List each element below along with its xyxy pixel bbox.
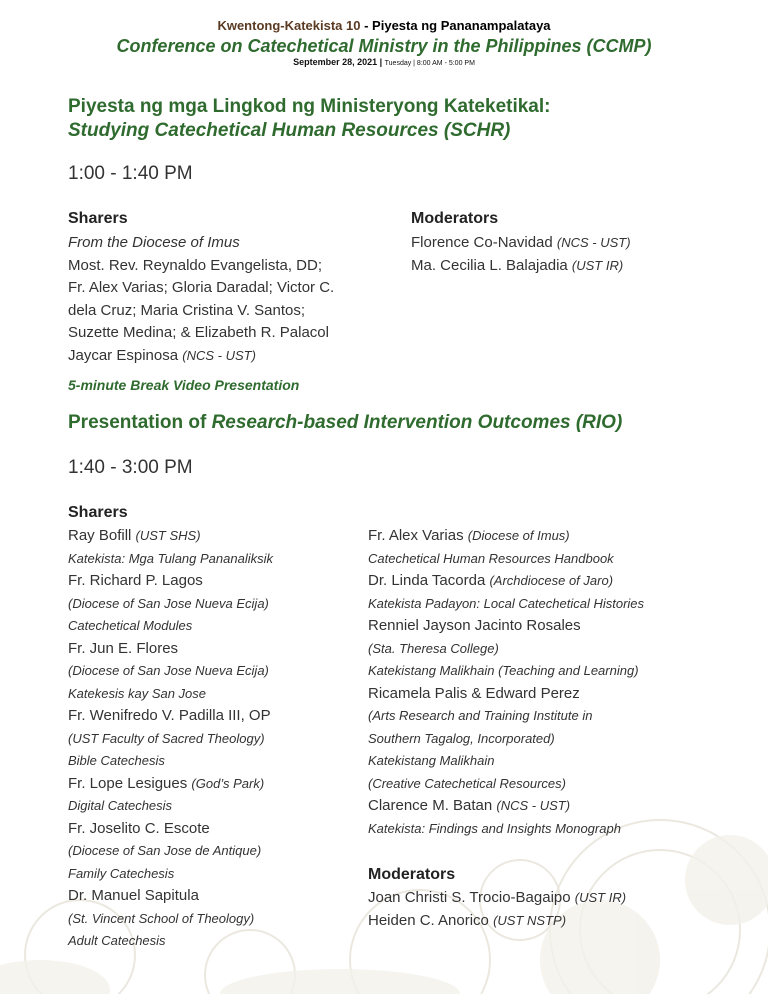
sharers-line: [68, 345, 334, 368]
moderator-item: [368, 887, 626, 910]
section1-sharers-list: [68, 232, 334, 367]
moderator-name: Florence Co-Navidad: [411, 234, 557, 251]
sharer-topic: (Creative Catechetical Resources): [368, 775, 566, 791]
sharer-name: Fr. Wenifredo V. Padilla III, OP: [68, 707, 271, 724]
date-line: [0, 57, 768, 67]
sharer-name: Fr. Alex Varias: [368, 527, 468, 544]
sharer-affiliation: (UST Faculty of Sacred Theology): [68, 730, 265, 746]
sharer-affiliation: (Sta. Theresa College): [368, 640, 499, 656]
sharer-affiliation: (Arts Research and Training Institute in: [368, 708, 593, 723]
event-time-detail: Tuesday | 8:00 AM - 5:00 PM: [384, 60, 475, 67]
section2-title-plain: Presentation of: [68, 412, 212, 433]
sharer-affiliation: (Archdiocese of Jaro): [489, 573, 614, 588]
section1-title-line1: Piyesta ng mga Lingkod ng Ministeryong Kateketikal:: [68, 96, 551, 117]
moderator-item: [411, 255, 631, 278]
sharer-item: [368, 795, 644, 818]
section1-moderators-list: [411, 232, 631, 277]
moderator-affiliation: (UST IR): [571, 257, 624, 273]
sharer-name: Dr. Manuel Sapitula: [68, 887, 199, 904]
sharer-item: [368, 570, 644, 593]
event-date: September 28, 2021 |: [293, 57, 385, 67]
section1-time: 1:00 - 1:40 PM: [68, 163, 193, 184]
sharer-topic: Digital Catechesis: [68, 798, 173, 813]
sharer-affiliation: (NCS - UST): [496, 798, 571, 813]
sharers-line: Suzette Medina; & Elizabeth R. Palacol: [68, 324, 329, 341]
sharer-name: Ray Bofill: [68, 527, 136, 544]
sharer-topic: Katekista: Findings and Insights Monograph: [368, 820, 621, 836]
event-title: [0, 18, 768, 33]
conference-title: Conference on Catechetical Ministry in the Philippines (CCMP): [116, 36, 652, 56]
sharer-name: Fr. Richard P. Lagos: [68, 572, 203, 589]
sharers-line: Most. Rev. Reynaldo Evangelista, DD;: [68, 256, 322, 274]
section1-sharers-label: Sharers: [68, 210, 128, 227]
sharer-name: Renniel Jayson Jacinto Rosales: [368, 617, 581, 634]
moderator-affiliation: (UST IR): [574, 890, 627, 905]
sharer-name: Fr. Lope Lesigues: [68, 774, 192, 792]
sharer-item: [68, 773, 273, 796]
sharer-affiliation: (Diocese of Imus): [467, 528, 570, 543]
moderator-item: [368, 910, 626, 933]
sharer-affiliation: (God’s Park): [191, 775, 265, 791]
sharer-item: [68, 525, 273, 548]
section2-title: [68, 411, 622, 435]
sharer-topic: Bible Catechesis: [68, 753, 165, 768]
section2-title-italic: Research-based Intervention Outcomes (RIO): [211, 412, 623, 433]
section2-moderators-list: [368, 887, 626, 932]
sharer-topic: Katekistang Malikhain: [368, 753, 495, 768]
sharers-line: Fr. Alex Varias; Gloria Daradal; Victor C.: [68, 279, 335, 296]
sharer-item: [368, 525, 644, 548]
section1-title: [68, 95, 550, 143]
moderator-affiliation: (UST NSTP): [493, 912, 567, 928]
sharer-name: Jaycar Espinosa: [68, 346, 183, 364]
sharers-diocese: From the Diocese of Imus: [68, 234, 240, 251]
sharer-affiliation: (Diocese of San Jose de Antique): [68, 843, 262, 858]
sharer-topic: Katekista Padayon: Local Catechetical Histories: [368, 595, 645, 611]
sharer-topic: Katekista: Mga Tulang Pananaliksik: [68, 550, 273, 566]
sharer-name: Fr. Joselito C. Escote: [68, 819, 210, 837]
moderator-affiliation: (NCS - UST): [556, 235, 631, 250]
sharer-topic: Katekesis kay San Jose: [68, 685, 207, 701]
section2-sharers-label: Sharers: [68, 504, 128, 521]
section2-sharers-right: [368, 525, 644, 840]
moderator-name: Heiden C. Anorico: [368, 911, 494, 929]
event-subtitle: - Piyesta ng Pananampalataya: [360, 18, 551, 33]
section2-sharers-left: [68, 525, 273, 953]
sharer-name: Ricamela Palis & Edward Perez: [368, 684, 580, 702]
section2-moderators-label: Moderators: [368, 866, 456, 883]
moderator-name: Joan Christi S. Trocio-Bagaipo: [368, 889, 575, 906]
sharer-affiliation: (NCS - UST): [182, 347, 256, 363]
section2-time: 1:40 - 3:00 PM: [68, 457, 193, 478]
moderator-name: Ma. Cecilia L. Balajadia: [411, 256, 572, 274]
sharer-affiliation: (St. Vincent School of Theology): [68, 910, 255, 926]
sharer-topic: Katekistang Malikhain (Teaching and Learning): [368, 663, 639, 678]
sharer-topic: Catechetical Human Resources Handbook: [368, 550, 614, 566]
sharers-line: dela Cruz; Maria Cristina V. Santos;: [68, 301, 306, 319]
moderator-item: [411, 232, 631, 255]
sharer-topic: Adult Catechesis: [68, 933, 166, 948]
sharer-name: Clarence M. Batan: [368, 797, 497, 814]
sharer-affiliation: Southern Tagalog, Incorporated): [368, 730, 555, 746]
sharer-topic: Family Catechesis: [68, 865, 175, 881]
event-name: Kwentong-Katekista 10: [217, 18, 361, 33]
sharer-affiliation: (Diocese of San Jose Nueva Ecija): [68, 663, 269, 678]
section1-moderators-label: Moderators: [411, 210, 499, 227]
sharer-topic: Catechetical Modules: [68, 618, 193, 633]
sharer-affiliation: (UST SHS): [135, 528, 201, 543]
sharer-name: Fr. Jun E. Flores: [68, 639, 179, 657]
sharer-name: Dr. Linda Tacorda: [368, 572, 490, 589]
section1-title-line2: Studying Catechetical Human Resources (SCHR): [68, 120, 511, 141]
sharer-affiliation: (Diocese of San Jose Nueva Ecija): [68, 595, 269, 611]
break-note: 5-minute Break Video Presentation: [68, 377, 300, 393]
